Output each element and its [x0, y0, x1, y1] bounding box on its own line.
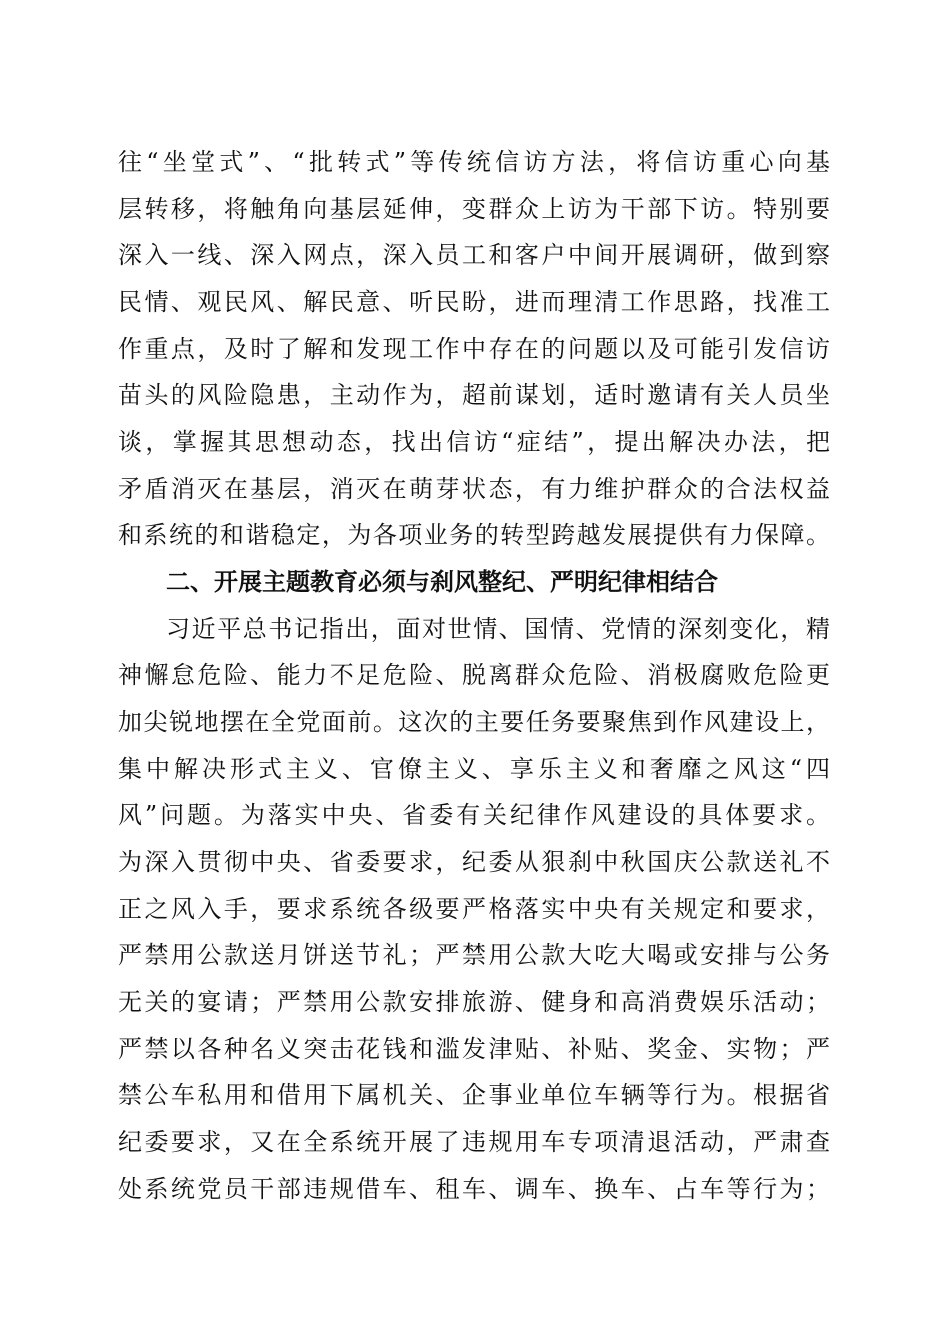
paragraph-line: 和系统的和谐稳定，为各项业务的转型跨越发展提供有力保障。 [118, 521, 830, 549]
paragraph-line: 神懈怠危险、能力不足危险、脱离群众危险、消极腐败危险更 [118, 661, 830, 689]
paragraph-line: 严禁用公款送月饼送节礼；严禁用公款大吃大喝或安排与公务 [118, 941, 830, 969]
paragraph-line: 层转移，将触角向基层延伸，变群众上访为干部下访。特别要 [118, 195, 830, 223]
paragraph-line: 谈，掌握其思想动态，找出信访“症结”，提出解决办法，把 [118, 428, 830, 456]
paragraph-line: 风”问题。为落实中央、省委有关纪律作风建设的具体要求。 [118, 801, 830, 829]
paragraph-line: 集中解决形式主义、官僚主义、享乐主义和奢靡之风这“四 [118, 755, 830, 783]
paragraph-line: 为深入贯彻中央、省委要求，纪委从狠刹中秋国庆公款送礼不 [118, 848, 830, 876]
paragraph-line: 习近平总书记指出，面对世情、国情、党情的深刻变化，精 [166, 615, 830, 643]
paragraph-line: 民情、观民风、解民意、听民盼，进而理清工作思路，找准工 [118, 288, 830, 316]
paragraph-line: 禁公车私用和借用下属机关、企事业单位车辆等行为。根据省 [118, 1081, 830, 1109]
paragraph-line: 处系统党员干部违规借车、租车、调车、换车、占车等行为； [118, 1175, 830, 1203]
paragraph-line: 苗头的风险隐患，主动作为，超前谋划，适时邀请有关人员坐 [118, 381, 830, 409]
section-heading: 二、开展主题教育必须与刹风整纪、严明纪律相结合 [166, 568, 718, 596]
paragraph-line: 深入一线、深入网点，深入员工和客户中间开展调研，做到察 [118, 241, 830, 269]
paragraph-line: 严禁以各种名义突击花钱和滥发津贴、补贴、奖金、实物；严 [118, 1035, 830, 1063]
paragraph-line: 矛盾消灭在基层，消灭在萌芽状态，有力维护群众的合法权益 [118, 475, 830, 503]
paragraph-line: 加尖锐地摆在全党面前。这次的主要任务要聚焦到作风建设上， [118, 708, 830, 736]
paragraph-line: 正之风入手，要求系统各级要严格落实中央有关规定和要求， [118, 895, 830, 923]
paragraph-line: 作重点，及时了解和发现工作中存在的问题以及可能引发信访 [118, 335, 830, 363]
paragraph-line: 纪委要求，又在全系统开展了违规用车专项清退活动，严肃查 [118, 1128, 830, 1156]
paragraph-line: 往“坐堂式”、“批转式”等传统信访方法，将信访重心向基 [118, 148, 830, 176]
paragraph-line: 无关的宴请；严禁用公款安排旅游、健身和高消费娱乐活动； [118, 988, 830, 1016]
